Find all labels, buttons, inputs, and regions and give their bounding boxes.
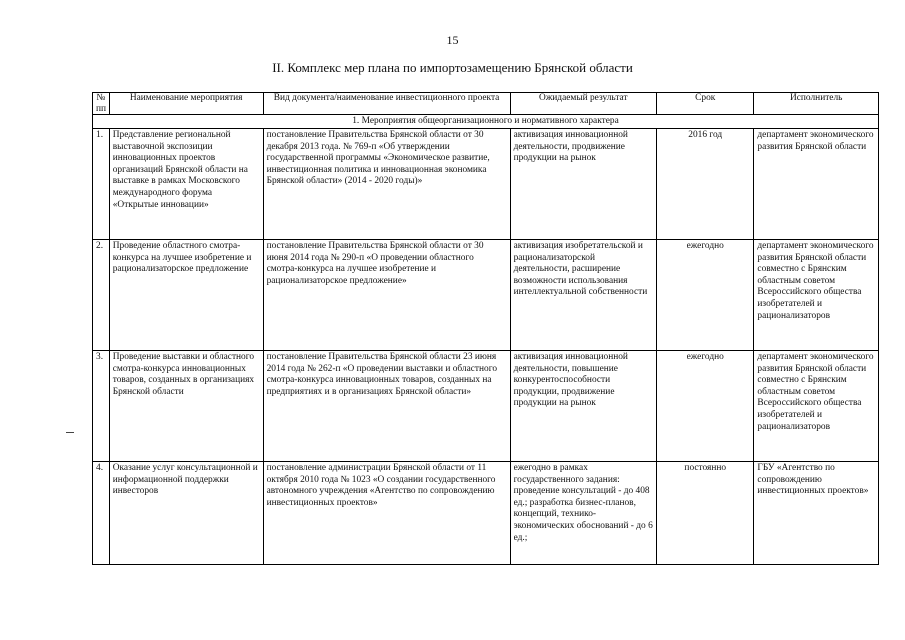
- row-term: ежегодно: [657, 240, 754, 351]
- header-term: Срок: [657, 93, 754, 115]
- row-term: постоянно: [657, 462, 754, 565]
- row-name: Проведение выставки и областного смотра-конкурса инновационных товаров, созданных в организациях Брянской области: [109, 351, 263, 462]
- table-row: [93, 351, 879, 462]
- row-num: 3.: [93, 351, 110, 462]
- row-name: Представление региональной выставочной экспозиции инновационных проектов организаций Брянской области на выставке в рамках Московского международного форума «Открытые инновации»: [109, 129, 263, 240]
- row-result: ежегодно в рамках государственного задания: проведение консультаций - до 408 ед.; разработка бизнес-планов, концепций, технико-экономических обоснований - до 6 ед.;: [510, 462, 657, 565]
- row-document: постановление Правительства Брянской области 23 июня 2014 года № 262-п «О проведении выставки и областного смотра-конкурса инновационных товаров, созданных на предприятиях и в организациях Брянской области»: [263, 351, 510, 462]
- margin-mark: [66, 432, 74, 433]
- row-name: Оказание услуг консультационной и информационной поддержки инвесторов: [109, 462, 263, 565]
- row-result: активизация изобретательской и рационализаторской деятельности, расширение возможности использования интеллектуальной собственности: [510, 240, 657, 351]
- header-executor: Исполнитель: [754, 93, 879, 115]
- row-document: постановление администрации Брянской области от 11 октября 2010 года № 1023 «О создании государственного автономного учреждения «Агентство по сопровождению инвестиционных проектов»: [263, 462, 510, 565]
- row-num: 2.: [93, 240, 110, 351]
- row-term: ежегодно: [657, 351, 754, 462]
- row-num: 1.: [93, 129, 110, 240]
- row-executor: департамент экономического развития Брянской области: [754, 129, 879, 240]
- section-title: 1. Мероприятия общеорганизационного и нормативного характера: [93, 115, 879, 129]
- row-num: 4.: [93, 462, 110, 565]
- row-document: постановление Правительства Брянской области от 30 июня 2014 года № 290-п «О проведении областного смотра-конкурса на лучшее изобретение и рационализаторское предложение»: [263, 240, 510, 351]
- header-result: Ожидаемый результат: [510, 93, 657, 115]
- row-document: постановление Правительства Брянской области от 30 декабря 2013 года. № 769-п «Об утверждении государственной программы «Экономическое развитие, инвестиционная политика и инновационная экономика Брянской области» (2014 - 2020 годы)»: [263, 129, 510, 240]
- row-result: активизация инновационной деятельности, продвижение продукции на рынок: [510, 129, 657, 240]
- measures-table: [92, 92, 879, 565]
- table-row: [93, 462, 879, 565]
- table-row: [93, 129, 879, 240]
- row-executor: ГБУ «Агентство по сопровождению инвестиционных проектов»: [754, 462, 879, 565]
- header-num: № пп: [93, 93, 110, 115]
- header-document: Вид документа/наименование инвестиционного проекта: [263, 93, 510, 115]
- document-title: II. Комплекс мер плана по импортозамещению Брянской области: [272, 60, 633, 75]
- page-number: 15: [446, 33, 459, 47]
- row-executor: департамент экономического развития Брянской области совместно с Брянским областным советом Всероссийского общества изобретателей и рационализаторов: [754, 240, 879, 351]
- row-name: Проведение областного смотра-конкурса на лучшее изобретение и рационализаторское предложение: [109, 240, 263, 351]
- header-name: Наименование мероприятия: [109, 93, 263, 115]
- table-row: [93, 240, 879, 351]
- section-row: [93, 115, 879, 129]
- row-result: активизация инновационной деятельности, повышение конкурентоспособности продукции, продвижение продукции на рынок: [510, 351, 657, 462]
- row-term: 2016 год: [657, 129, 754, 240]
- row-executor: департамент экономического развития Брянской области совместно с Брянским областным советом Всероссийского общества изобретателей и рационализаторов: [754, 351, 879, 462]
- table-header-row: [93, 93, 879, 115]
